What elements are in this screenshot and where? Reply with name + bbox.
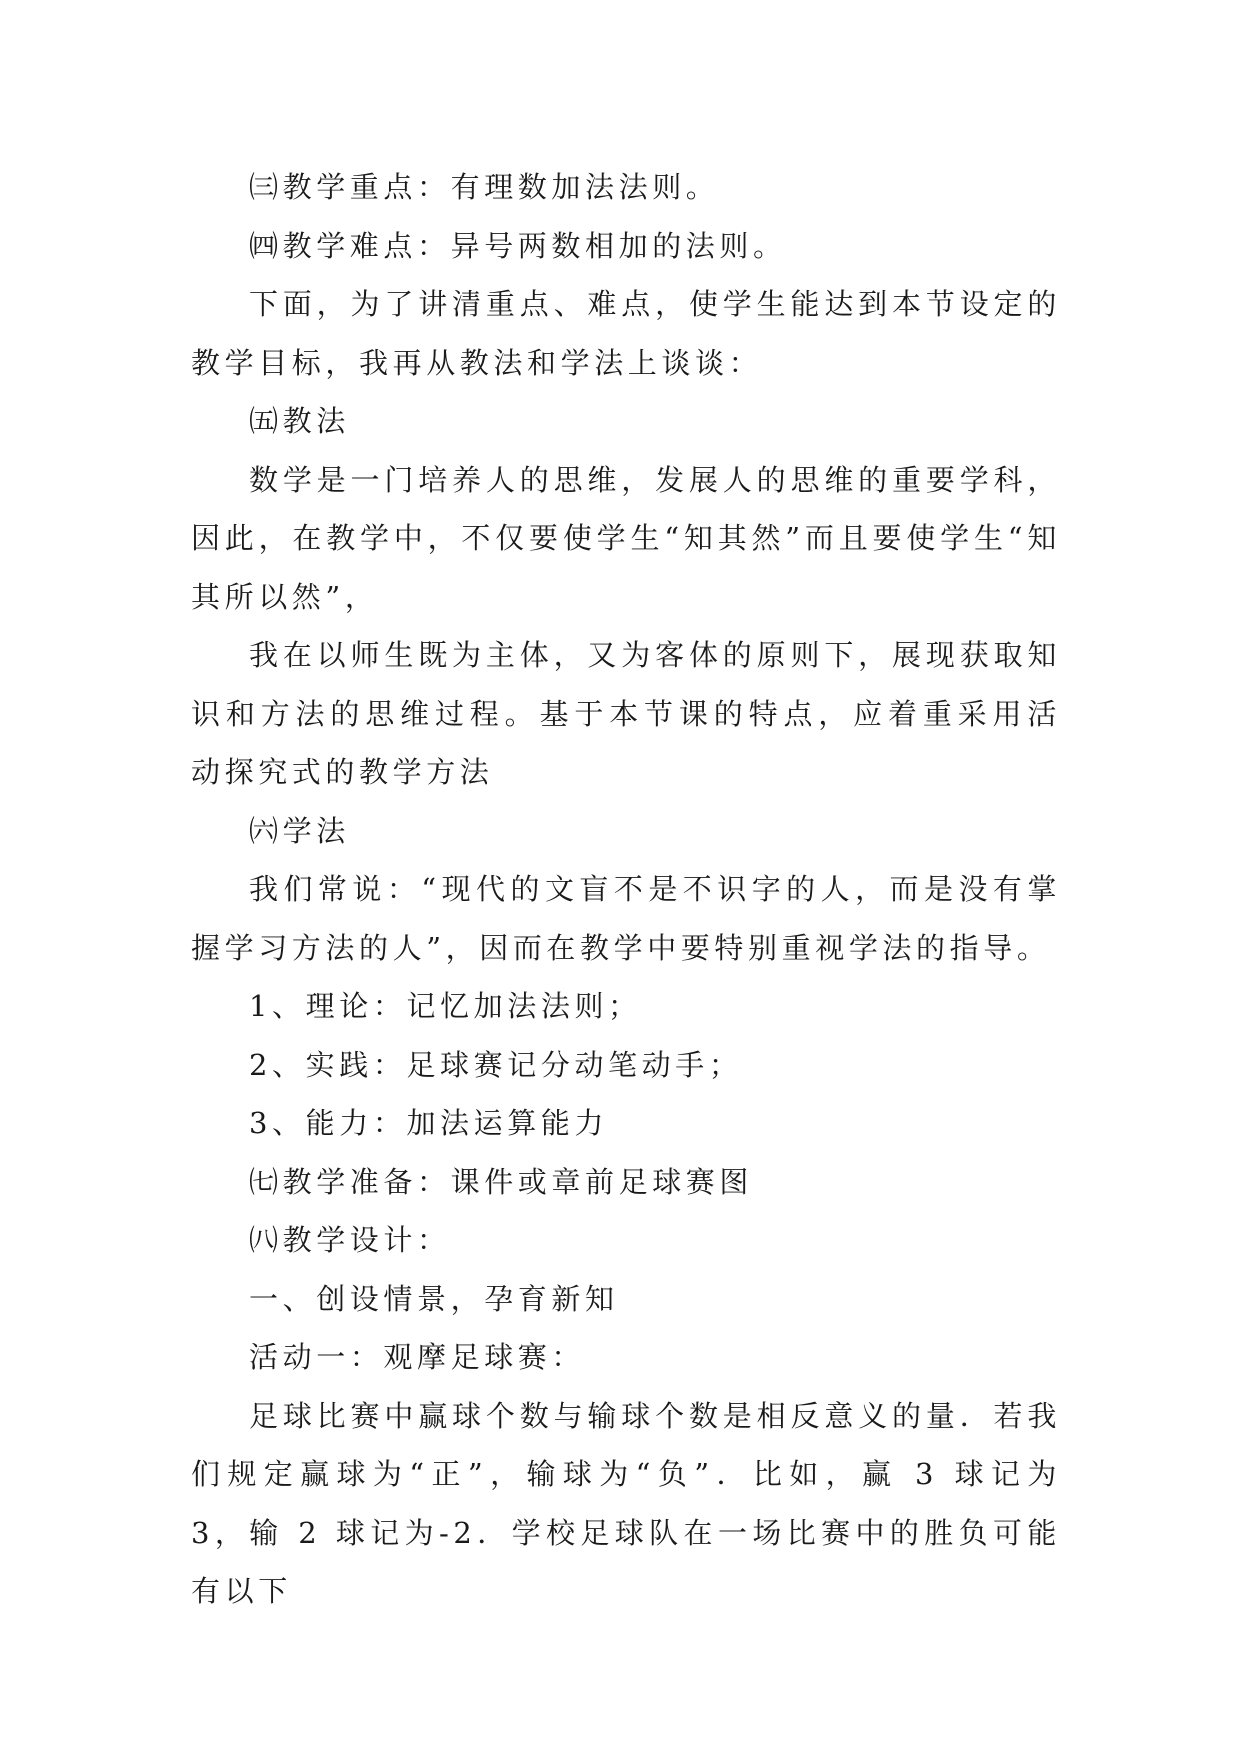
list-item-ability: 3、能力：加法运算能力 [249,1106,609,1140]
heading-create-scenario: 一、创设情景，孕育新知 [249,1281,619,1316]
paragraph-difficult-point: ㈣教学难点：异号两数相加的法则。 [249,228,787,263]
heading-learning-method: ㈥学法 [249,813,350,848]
heading-teaching-design: ㈧教学设计： [249,1223,451,1257]
heading-activity-one: 活动一：观摩足球赛： [249,1340,586,1374]
heading-teaching-method: ㈤教法 [249,404,350,438]
paragraph-football-example: 足球比赛中赢球个数与输球个数是相反意义的量．若我们规定赢球为“正”，输球为“负”．比如，赢 3 球记为 3，输 2 球记为-2．学校足球队在一场比赛中的胜负可能有以下 [191,1398,1061,1608]
paragraph-activity-inquiry: 我在以师生既为主体，又为客体的原则下，展现获取知识和方法的思维过程。基于本节课的特点，应着重采用活动探究式的教学方法 [191,638,1061,789]
paragraph-learning-guidance: 我们常说：“现代的文盲不是不识字的人，而是没有掌握学习方法的人”，因而在教学中要特别重视学法的指导。 [191,872,1061,965]
paragraph-key-point: ㈢教学重点：有理数加法法则。 [249,170,720,204]
document-body [191,158,1061,1621]
paragraph-preparation: ㈦教学准备：课件或章前足球赛图 [249,1164,754,1199]
list-item-practice: 2、实践：足球赛记分动笔动手； [249,1047,743,1082]
list-item-theory: 1、理论：记忆加法法则； [249,989,642,1023]
paragraph-intro-methods: 下面，为了讲清重点、难点，使学生能达到本节设定的教学目标，我再从教法和学法上谈谈： [191,287,1061,380]
paragraph-math-thinking: 数学是一门培养人的思维，发展人的思维的重要学科，因此，在教学中，不仅要使学生“知其然”而且要使学生“知其所以然”， [191,462,1061,614]
